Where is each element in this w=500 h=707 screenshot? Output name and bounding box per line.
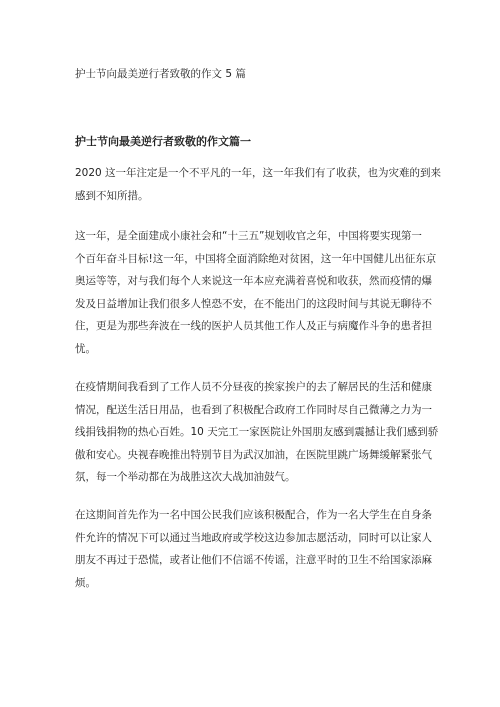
document-title: 护士节向最美逆行者致敬的作文 5 篇 [75,68,246,80]
paragraph-line: 忧。 [75,342,96,355]
paragraph-line: 件允许的情况下可以通过当地政府或学校这边参加志愿活动，同时可以让家人 [75,531,432,544]
paragraph-line: 朋友不再过于恐慌，或者让他们不信谣不传谣，注意平时的卫生不给国家添麻 [75,554,432,566]
paragraph-2 [75,225,437,360]
paragraph-line: 线捐钱捐物的热心百姓。10 天完工一家医院让外国朋友感到震撼让我们感到骄 [75,426,439,438]
section-heading: 护士节向最美逆行者致敬的作文篇一 [75,135,251,148]
paragraph-line: 傲和安心。央视春晚推出特别节目为武汉加油，在医院里跳广场舞缓解紧张气 [75,448,432,461]
paragraph-line: 烦。 [75,576,96,589]
paragraph-line: 感到不知所措。 [75,189,149,202]
paragraph-4 [75,504,433,594]
paragraph-line: 奥运等等，对与我们每个人来说这一年本应充满着喜悦和收获，然而疫情的爆 [75,275,432,287]
paragraph-line: 住，更是为那些奔波在一线的医护人员其他工作人及正与病魔作斗争的患者担 [75,320,432,332]
paragraph-line: 2020 这一年注定是一个不平凡的一年，这一年我们有了收获，也为灾难的到来 [75,167,442,179]
paragraph-line: 情况，配送生活日用品，也看到了积极配合政府工作同时尽自己微薄之力为一 [75,403,432,416]
paragraph-line: 发及日益增加让我们很多人惶恐不安，在不能出门的这段时间与其说无聊待不 [75,297,432,310]
paragraph-line: 个百年奋斗目标!这一年，中国将全面消除绝对贫困，这一年中国健儿出征东京 [75,252,437,265]
paragraph-line: 这一年，是全面建成小康社会和“十三五”规划收官之年，中国将要实现第一 [75,230,422,242]
paragraph-line: 氛，每一个举动都在为战胜这次大战加油鼓气。 [75,471,296,483]
paragraph-line: 在疫情期间我看到了工作人员不分昼夜的挨家挨户的去了解居民的生活和健康 [75,381,432,393]
paragraph-1 [75,162,442,207]
paragraph-line: 在这期间首先作为一名中国公民我们应该积极配合，作为一名大学生在自身条 [75,509,432,521]
paragraph-3 [75,376,439,489]
